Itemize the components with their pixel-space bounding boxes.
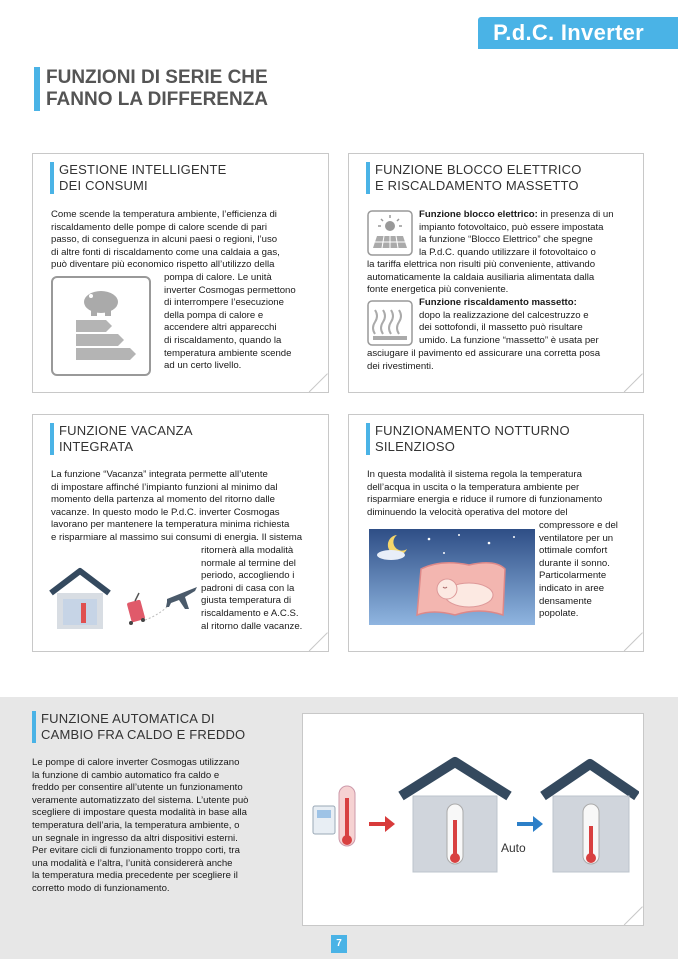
card-title-vacanza: FUNZIONE VACANZA INTEGRATA (50, 423, 193, 455)
card-title-notturno: FUNZIONAMENTO NOTTURNO SILENZIOSO (366, 423, 570, 455)
section-tab: P.d.C. Inverter (478, 17, 678, 49)
card-funzione-automatica (20, 705, 304, 925)
card-title-automatica: FUNZIONE AUTOMATICA DI CAMBIO FRA CALDO E FREDDO (32, 711, 245, 743)
card-text-blocco-full1: la tariffa elettrica non risulti più conveniente, attivando automaticamente la caldaia ausiliaria alimentata dalla fonte energetica più conveniente. (367, 259, 596, 296)
card-funzione-vacanza (32, 414, 329, 652)
card-funzionamento-notturno (348, 414, 644, 652)
card-side-text-consumi: pompa di calore. Le unità inverter Cosmogas permettono di interrompere l’esecuzione della pompa di calore e accendere altri apparecchi di riscaldamento, quando la temperatura ambiente scende ad un certo livello. (164, 272, 296, 372)
solar-panel-icon (367, 210, 413, 256)
card-text-blocco-side2: Funzione riscaldamento massetto: dopo la realizzazione del calcestruzzo e dei sottofondi, il massetto può risultare umido. La funzione “massetto” è usata per (419, 297, 599, 346)
card-side-text-vacanza: ritornerà alla modalità normale al termine del periodo, accogliendo i padroni di casa con la giusta temperatura di riscaldamento e A.C.S. al ritorno dalle vacanze. (201, 545, 303, 632)
card-text-automatica: Le pompe di calore inverter Cosmogas utilizzano la funzione di cambio automatico fra caldo e freddo per consentire all’utente un funzionamento veramente automatizzato del sistema. L’utente può scegliere di impostare questa modalità in base alla temperatura dell’aria, la temperatura ambiente, o un segnale in ingresso da altri dispositivi esterni. Per evitare cicli di funzionamento troppo corti, tra una modalità e l’altra, l’unità considererà anche la temperatura media precedente per scegliere il corretto modo di funzionamento. (32, 757, 249, 894)
auto-changeover-illustration (309, 756, 639, 876)
card-gestione-consumi (32, 153, 329, 393)
page-title (34, 67, 268, 111)
page-title-line1: FUNZIONI DI SERIE CHE (46, 67, 268, 88)
piggy-bank-energy-icon (51, 276, 151, 376)
card-text-blocco-side1: Funzione blocco elettrico: in presenza di un impianto fotovoltaico, può essere impostata la funzione “Blocco Elettrico” che spegne la P.d.C. quando utilizzare il fotovoltaico o (419, 209, 614, 258)
page-title-line2: FANNO LA DIFFERENZA (46, 89, 269, 110)
page-number: 7 (331, 935, 347, 953)
card-side-text-notturno: compressore e del ventilatore per un ottimale comfort durante il sonno. Particolarmente indicato in aree densamente popolate. (539, 520, 618, 620)
card-text-notturno: In questa modalità il sistema regola la temperatura dell’acqua in uscita o la temperatura ambiente per risparmiare energia e riduce il rumore di funzionamento diminuendo la velocità operativa del motore del (367, 469, 603, 518)
card-text-blocco-full2: asciugare il pavimento ed assicurare una corretta posa dei rivestimenti. (367, 348, 601, 372)
card-text-consumi: Come scende la temperatura ambiente, l’efficienza di riscaldamento delle pompe di calore scende di pari passo, di conseguenza in alcuni paesi o regioni, l’uso di altre fonti di riscaldamento come una caldaia a gas, può diventare più economico rispetto all’utilizzo della (51, 209, 280, 271)
floor-heating-icon (367, 300, 413, 346)
holiday-house-plane-icon (49, 565, 199, 635)
auto-switch-illustration-card (302, 713, 644, 926)
auto-label: Auto (501, 841, 526, 855)
card-title-blocco: FUNZIONE BLOCCO ELETTRICO E RISCALDAMENTO MASSETTO (366, 162, 582, 194)
card-title-consumi: GESTIONE INTELLIGENTE DEI CONSUMI (50, 162, 226, 194)
sleeping-baby-night-icon (369, 529, 535, 625)
card-text-vacanza: La funzione “Vacanza” integrata permette all’utente di impostare affinché l’impianto funzioni al minimo dal momento della partenza al momento del ritorno dalle vacanze. In questo modo le P.d.C. inverter Cosmogas lavorano per mantenere la temperatura minima richiesta e risparmiare al massimo sui consumi di energia. Il sistema (51, 469, 303, 543)
card-blocco-elettrico (348, 153, 644, 393)
